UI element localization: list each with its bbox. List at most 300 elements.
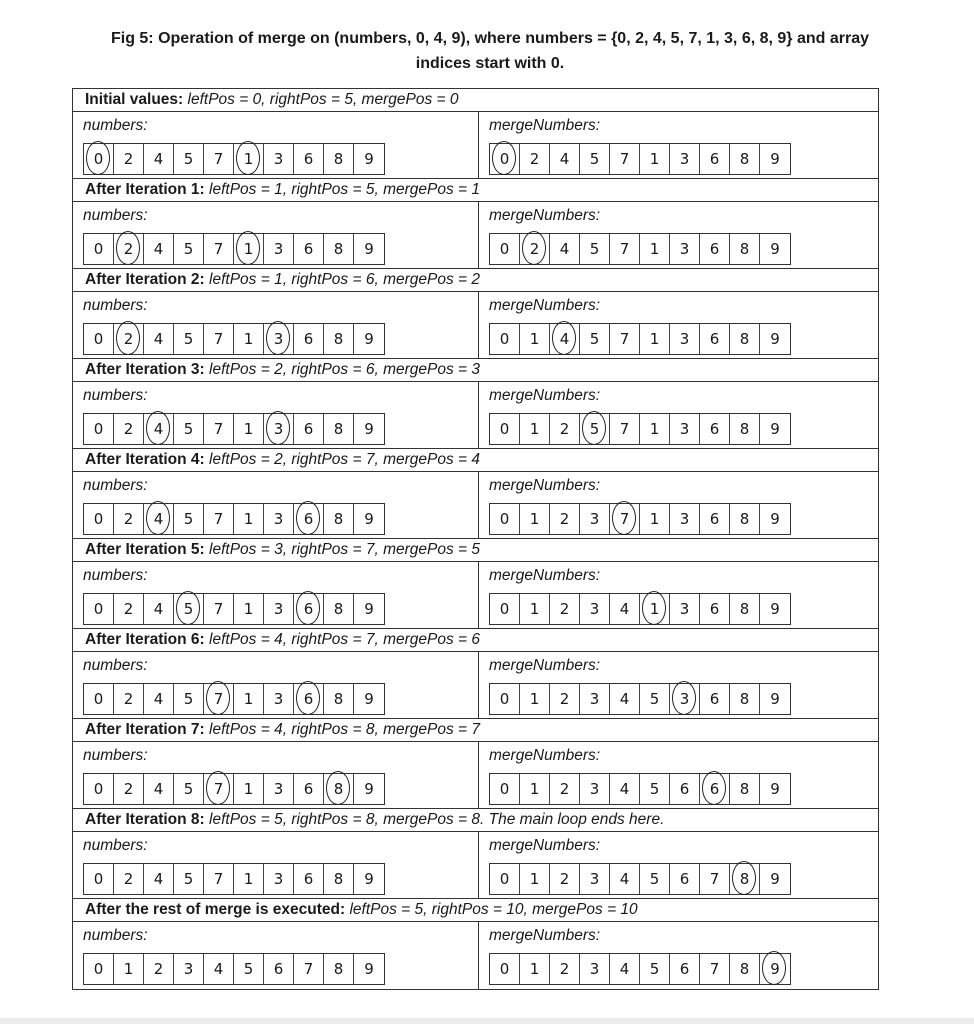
array-element: 8 [324,594,354,624]
circled-array-element: 1 [640,594,670,624]
iteration-header [73,89,878,112]
circled-array-element: 4 [550,324,580,354]
array-element: 1 [640,504,670,534]
array-element: 5 [580,234,610,264]
iteration-label: After Iteration 5: [85,541,205,558]
array-element: 8 [324,504,354,534]
array-element: 6 [294,144,324,174]
array-element: 0 [490,594,520,624]
numbers-cell [73,651,479,719]
array-element: 2 [114,684,144,714]
iteration-section [73,269,878,359]
iteration-values: leftPos = 1, rightPos = 5, mergePos = 1 [209,181,481,198]
iteration-values: leftPos = 0, rightPos = 5, mergePos = 0 [187,91,459,108]
array-element: 0 [490,324,520,354]
iteration-section [73,359,878,449]
numbers-label: numbers: [83,747,148,764]
array-element: 2 [550,684,580,714]
iteration-label: After Iteration 8: [85,811,205,828]
array-element: 1 [234,864,264,894]
array-element: 0 [84,234,114,264]
merge-numbers-cell [479,831,878,899]
array-element: 0 [84,774,114,804]
array-element: 0 [490,954,520,984]
iteration-section [73,539,878,629]
array-element: 1 [640,414,670,444]
numbers-label: numbers: [83,387,148,404]
array-element: 5 [640,864,670,894]
array-element: 2 [550,774,580,804]
array-element: 1 [520,864,550,894]
circled-array-element: 5 [174,594,204,624]
merge-numbers-cell [479,381,878,449]
array-element: 4 [610,954,640,984]
array-element: 2 [550,864,580,894]
array-element: 9 [770,780,780,798]
numbers-label: numbers: [83,657,148,674]
numbers-cell [73,201,479,269]
array-element: 9 [770,870,780,888]
array-element: 0 [84,954,114,984]
array-element: 4 [144,324,174,354]
iteration-section [73,629,878,719]
merge-numbers-label: mergeNumbers: [489,477,601,494]
array-element: 2 [114,504,144,534]
array-element: 8 [730,594,760,624]
merge-numbers-array [489,143,791,175]
circled-array-element: 7 [204,774,234,804]
array-element: 7 [294,954,324,984]
array-element: 7 [204,864,234,894]
numbers-cell [73,561,479,629]
array-element: 4 [144,144,174,174]
array-element: 8 [730,954,760,984]
array-element: 9 [364,690,374,708]
array-element: 5 [234,954,264,984]
array-element: 3 [580,864,610,894]
iteration-label: After Iteration 2: [85,271,205,288]
merge-numbers-array [489,773,791,805]
array-element: 8 [324,414,354,444]
merge-numbers-label: mergeNumbers: [489,117,601,134]
circled-array-element: 7 [610,504,640,534]
array-element: 5 [640,774,670,804]
array-element: 8 [324,954,354,984]
iteration-label: After the rest of merge is executed: [85,901,346,918]
array-element: 9 [364,960,374,978]
array-element: 5 [174,324,204,354]
merge-numbers-cell [479,651,878,719]
array-element: 8 [324,684,354,714]
iteration-values: leftPos = 4, rightPos = 7, mergePos = 6 [209,631,481,648]
circled-array-element: 4 [144,504,174,534]
iteration-values: leftPos = 5, rightPos = 10, mergePos = 10 [349,901,638,918]
array-element: 3 [580,774,610,804]
array-element: 6 [700,234,730,264]
iteration-label: After Iteration 7: [85,721,205,738]
array-element: 3 [670,414,700,444]
array-element: 5 [174,684,204,714]
numbers-array [83,143,385,175]
numbers-label: numbers: [83,207,148,224]
array-element: 8 [730,144,760,174]
numbers-label: numbers: [83,477,148,494]
array-element: 1 [234,504,264,534]
merge-numbers-cell [479,471,878,539]
array-element: 9 [770,600,780,618]
iteration-section [73,179,878,269]
array-element: 0 [84,414,114,444]
iteration-values: leftPos = 1, rightPos = 6, mergePos = 2 [209,271,481,288]
array-element: 5 [174,504,204,534]
merge-numbers-cell [479,111,878,179]
array-element: 6 [294,324,324,354]
circled-array-element: 8 [730,864,760,894]
merge-numbers-label: mergeNumbers: [489,567,601,584]
array-element: 4 [144,864,174,894]
merge-numbers-label: mergeNumbers: [489,657,601,674]
array-element: 3 [264,234,294,264]
iteration-label: Initial values: [85,91,184,108]
numbers-array [83,593,385,625]
array-element: 9 [364,510,374,528]
iteration-values: leftPos = 3, rightPos = 7, mergePos = 5 [209,541,481,558]
array-element: 9 [364,240,374,258]
circled-array-element: 2 [114,324,144,354]
array-element: 4 [144,774,174,804]
array-element: 9 [770,420,780,438]
array-element: 6 [294,864,324,894]
array-element: 0 [84,504,114,534]
array-element: 0 [490,234,520,264]
circled-array-element: 7 [204,684,234,714]
merge-numbers-label: mergeNumbers: [489,297,601,314]
array-element: 5 [174,774,204,804]
array-element: 6 [264,954,294,984]
numbers-array [83,323,385,355]
array-element: 5 [174,414,204,444]
figure-caption [60,26,920,76]
array-element: 0 [84,594,114,624]
array-element: 1 [234,774,264,804]
array-element: 2 [114,594,144,624]
array-element: 3 [580,684,610,714]
array-element: 3 [264,864,294,894]
merge-numbers-cell [479,921,878,989]
array-element: 8 [730,504,760,534]
array-element: 1 [234,684,264,714]
numbers-array [83,773,385,805]
array-element: 5 [640,954,670,984]
merge-numbers-label: mergeNumbers: [489,837,601,854]
numbers-array [83,683,385,715]
array-element: 7 [700,954,730,984]
iteration-header [73,899,878,922]
array-element: 9 [364,870,374,888]
array-element: 7 [204,504,234,534]
iteration-header [73,719,878,742]
array-element: 9 [364,420,374,438]
circled-array-element: 0 [84,144,114,174]
numbers-cell [73,831,479,899]
array-element: 3 [580,954,610,984]
iteration-header [73,359,878,382]
array-element: 6 [670,774,700,804]
array-element: 9 [770,510,780,528]
circled-array-element: 3 [264,414,294,444]
array-element: 4 [144,684,174,714]
array-element: 8 [730,774,760,804]
array-element: 2 [550,414,580,444]
array-element: 6 [670,954,700,984]
array-element: 3 [580,504,610,534]
iteration-label: After Iteration 1: [85,181,205,198]
array-element: 1 [114,954,144,984]
array-element: 1 [640,324,670,354]
numbers-cell [73,741,479,809]
numbers-array [83,953,385,985]
array-element: 7 [610,324,640,354]
array-element: 1 [234,594,264,624]
array-element: 4 [610,774,640,804]
iteration-label: After Iteration 3: [85,361,205,378]
array-element: 2 [550,594,580,624]
array-element: 0 [84,864,114,894]
array-element: 6 [700,684,730,714]
iteration-values: leftPos = 4, rightPos = 8, mergePos = 7 [209,721,481,738]
array-element: 3 [264,504,294,534]
array-element: 7 [610,414,640,444]
iteration-label: After Iteration 6: [85,631,205,648]
array-element: 6 [670,864,700,894]
array-element: 1 [520,324,550,354]
array-element: 6 [294,774,324,804]
array-element: 7 [204,144,234,174]
array-element: 7 [204,594,234,624]
array-element: 1 [520,774,550,804]
array-element: 2 [114,414,144,444]
array-element: 2 [520,144,550,174]
numbers-array [83,233,385,265]
iteration-label: After Iteration 4: [85,451,205,468]
array-element: 4 [204,954,234,984]
array-element: 2 [114,144,144,174]
caption-line-1: Fig 5: Operation of merge on (numbers, 0, 4, 9), where numbers = {0, 2, 4, 5, 7, 1, 3, 6, 8, 9} and array [110,30,870,47]
merge-numbers-label: mergeNumbers: [489,747,601,764]
array-element: 2 [114,864,144,894]
circled-array-element: 2 [520,234,550,264]
merge-numbers-array [489,683,791,715]
array-element: 1 [640,144,670,174]
merge-numbers-cell [479,291,878,359]
array-element: 1 [520,684,550,714]
array-element: 2 [114,774,144,804]
array-element: 9 [364,330,374,348]
merge-numbers-array [489,953,791,985]
array-element: 1 [520,594,550,624]
circled-array-element: 1 [234,234,264,264]
array-element: 9 [770,690,780,708]
circled-array-element: 9 [760,954,790,984]
circled-array-element: 6 [294,684,324,714]
array-element: 4 [610,864,640,894]
circled-array-element: 4 [144,414,174,444]
array-element: 9 [770,330,780,348]
array-element: 8 [730,684,760,714]
numbers-cell [73,111,479,179]
numbers-array [83,863,385,895]
array-element: 7 [204,414,234,444]
merge-numbers-array [489,863,791,895]
array-element: 7 [610,234,640,264]
array-element: 5 [580,324,610,354]
array-element: 9 [770,240,780,258]
merge-numbers-array [489,503,791,535]
merge-numbers-label: mergeNumbers: [489,387,601,404]
circled-array-element: 6 [294,504,324,534]
numbers-cell [73,921,479,989]
merge-numbers-label: mergeNumbers: [489,927,601,944]
circled-array-element: 6 [700,774,730,804]
iteration-header [73,539,878,562]
array-element: 7 [204,234,234,264]
numbers-label: numbers: [83,297,148,314]
merge-numbers-cell [479,741,878,809]
iteration-header [73,629,878,652]
iteration-header [73,269,878,292]
array-element: 6 [700,324,730,354]
merge-numbers-array [489,413,791,445]
array-element: 4 [610,684,640,714]
merge-trace-table [72,88,879,990]
array-element: 2 [550,504,580,534]
array-element: 6 [700,594,730,624]
array-element: 3 [670,234,700,264]
array-element: 3 [264,684,294,714]
array-element: 3 [264,594,294,624]
array-element: 1 [520,414,550,444]
caption-line-2: indices start with 0. [415,55,565,72]
merge-numbers-label: mergeNumbers: [489,207,601,224]
merge-numbers-cell [479,561,878,629]
array-element: 4 [550,144,580,174]
array-element: 6 [294,414,324,444]
merge-numbers-array [489,233,791,265]
array-element: 2 [550,954,580,984]
iteration-values: leftPos = 2, rightPos = 6, mergePos = 3 [209,361,481,378]
iteration-section [73,899,878,989]
iteration-header [73,449,878,472]
array-element: 0 [84,324,114,354]
array-element: 8 [730,324,760,354]
numbers-array [83,413,385,445]
array-element: 1 [520,504,550,534]
array-element: 6 [700,414,730,444]
array-element: 4 [550,234,580,264]
array-element: 1 [234,324,264,354]
array-element: 8 [730,234,760,264]
array-element: 9 [364,600,374,618]
array-element: 6 [700,504,730,534]
array-element: 0 [490,504,520,534]
array-element: 3 [670,324,700,354]
numbers-cell [73,471,479,539]
array-element: 8 [324,144,354,174]
array-element: 8 [730,414,760,444]
array-element: 6 [294,234,324,264]
array-element: 7 [204,324,234,354]
numbers-cell [73,381,479,449]
array-element: 7 [700,864,730,894]
merge-numbers-array [489,593,791,625]
merge-numbers-array [489,323,791,355]
array-element: 3 [264,774,294,804]
array-element: 3 [174,954,204,984]
array-element: 2 [144,954,174,984]
circled-array-element: 2 [114,234,144,264]
iteration-header [73,809,878,832]
array-element: 1 [234,414,264,444]
numbers-label: numbers: [83,117,148,134]
iteration-header [73,179,878,202]
iteration-section [73,719,878,809]
circled-array-element: 3 [670,684,700,714]
array-element: 0 [490,864,520,894]
array-element: 5 [174,234,204,264]
array-element: 3 [670,594,700,624]
array-element: 8 [324,324,354,354]
circled-array-element: 3 [264,324,294,354]
circled-array-element: 1 [234,144,264,174]
numbers-cell [73,291,479,359]
array-element: 3 [670,144,700,174]
array-element: 5 [580,144,610,174]
iteration-section [73,89,878,179]
numbers-label: numbers: [83,837,148,854]
iteration-values: leftPos = 5, rightPos = 8, mergePos = 8. The main loop ends here. [209,811,665,828]
array-element: 3 [264,144,294,174]
array-element: 9 [364,780,374,798]
page-bottom-edge [0,1018,974,1024]
array-element: 1 [640,234,670,264]
numbers-label: numbers: [83,567,148,584]
array-element: 6 [700,144,730,174]
array-element: 9 [364,150,374,168]
array-element: 0 [490,414,520,444]
iteration-section [73,809,878,899]
circled-array-element: 0 [490,144,520,174]
array-element: 8 [324,864,354,894]
array-element: 0 [490,684,520,714]
array-element: 8 [324,234,354,264]
array-element: 0 [490,774,520,804]
numbers-array [83,503,385,535]
array-element: 3 [670,504,700,534]
array-element: 5 [174,864,204,894]
array-element: 1 [520,954,550,984]
array-element: 4 [610,594,640,624]
numbers-label: numbers: [83,927,148,944]
array-element: 4 [144,234,174,264]
array-element: 3 [580,594,610,624]
array-element: 5 [640,684,670,714]
circled-array-element: 8 [324,774,354,804]
merge-numbers-cell [479,201,878,269]
array-element: 4 [144,594,174,624]
iteration-values: leftPos = 2, rightPos = 7, mergePos = 4 [209,451,481,468]
array-element: 9 [770,150,780,168]
array-element: 5 [174,144,204,174]
